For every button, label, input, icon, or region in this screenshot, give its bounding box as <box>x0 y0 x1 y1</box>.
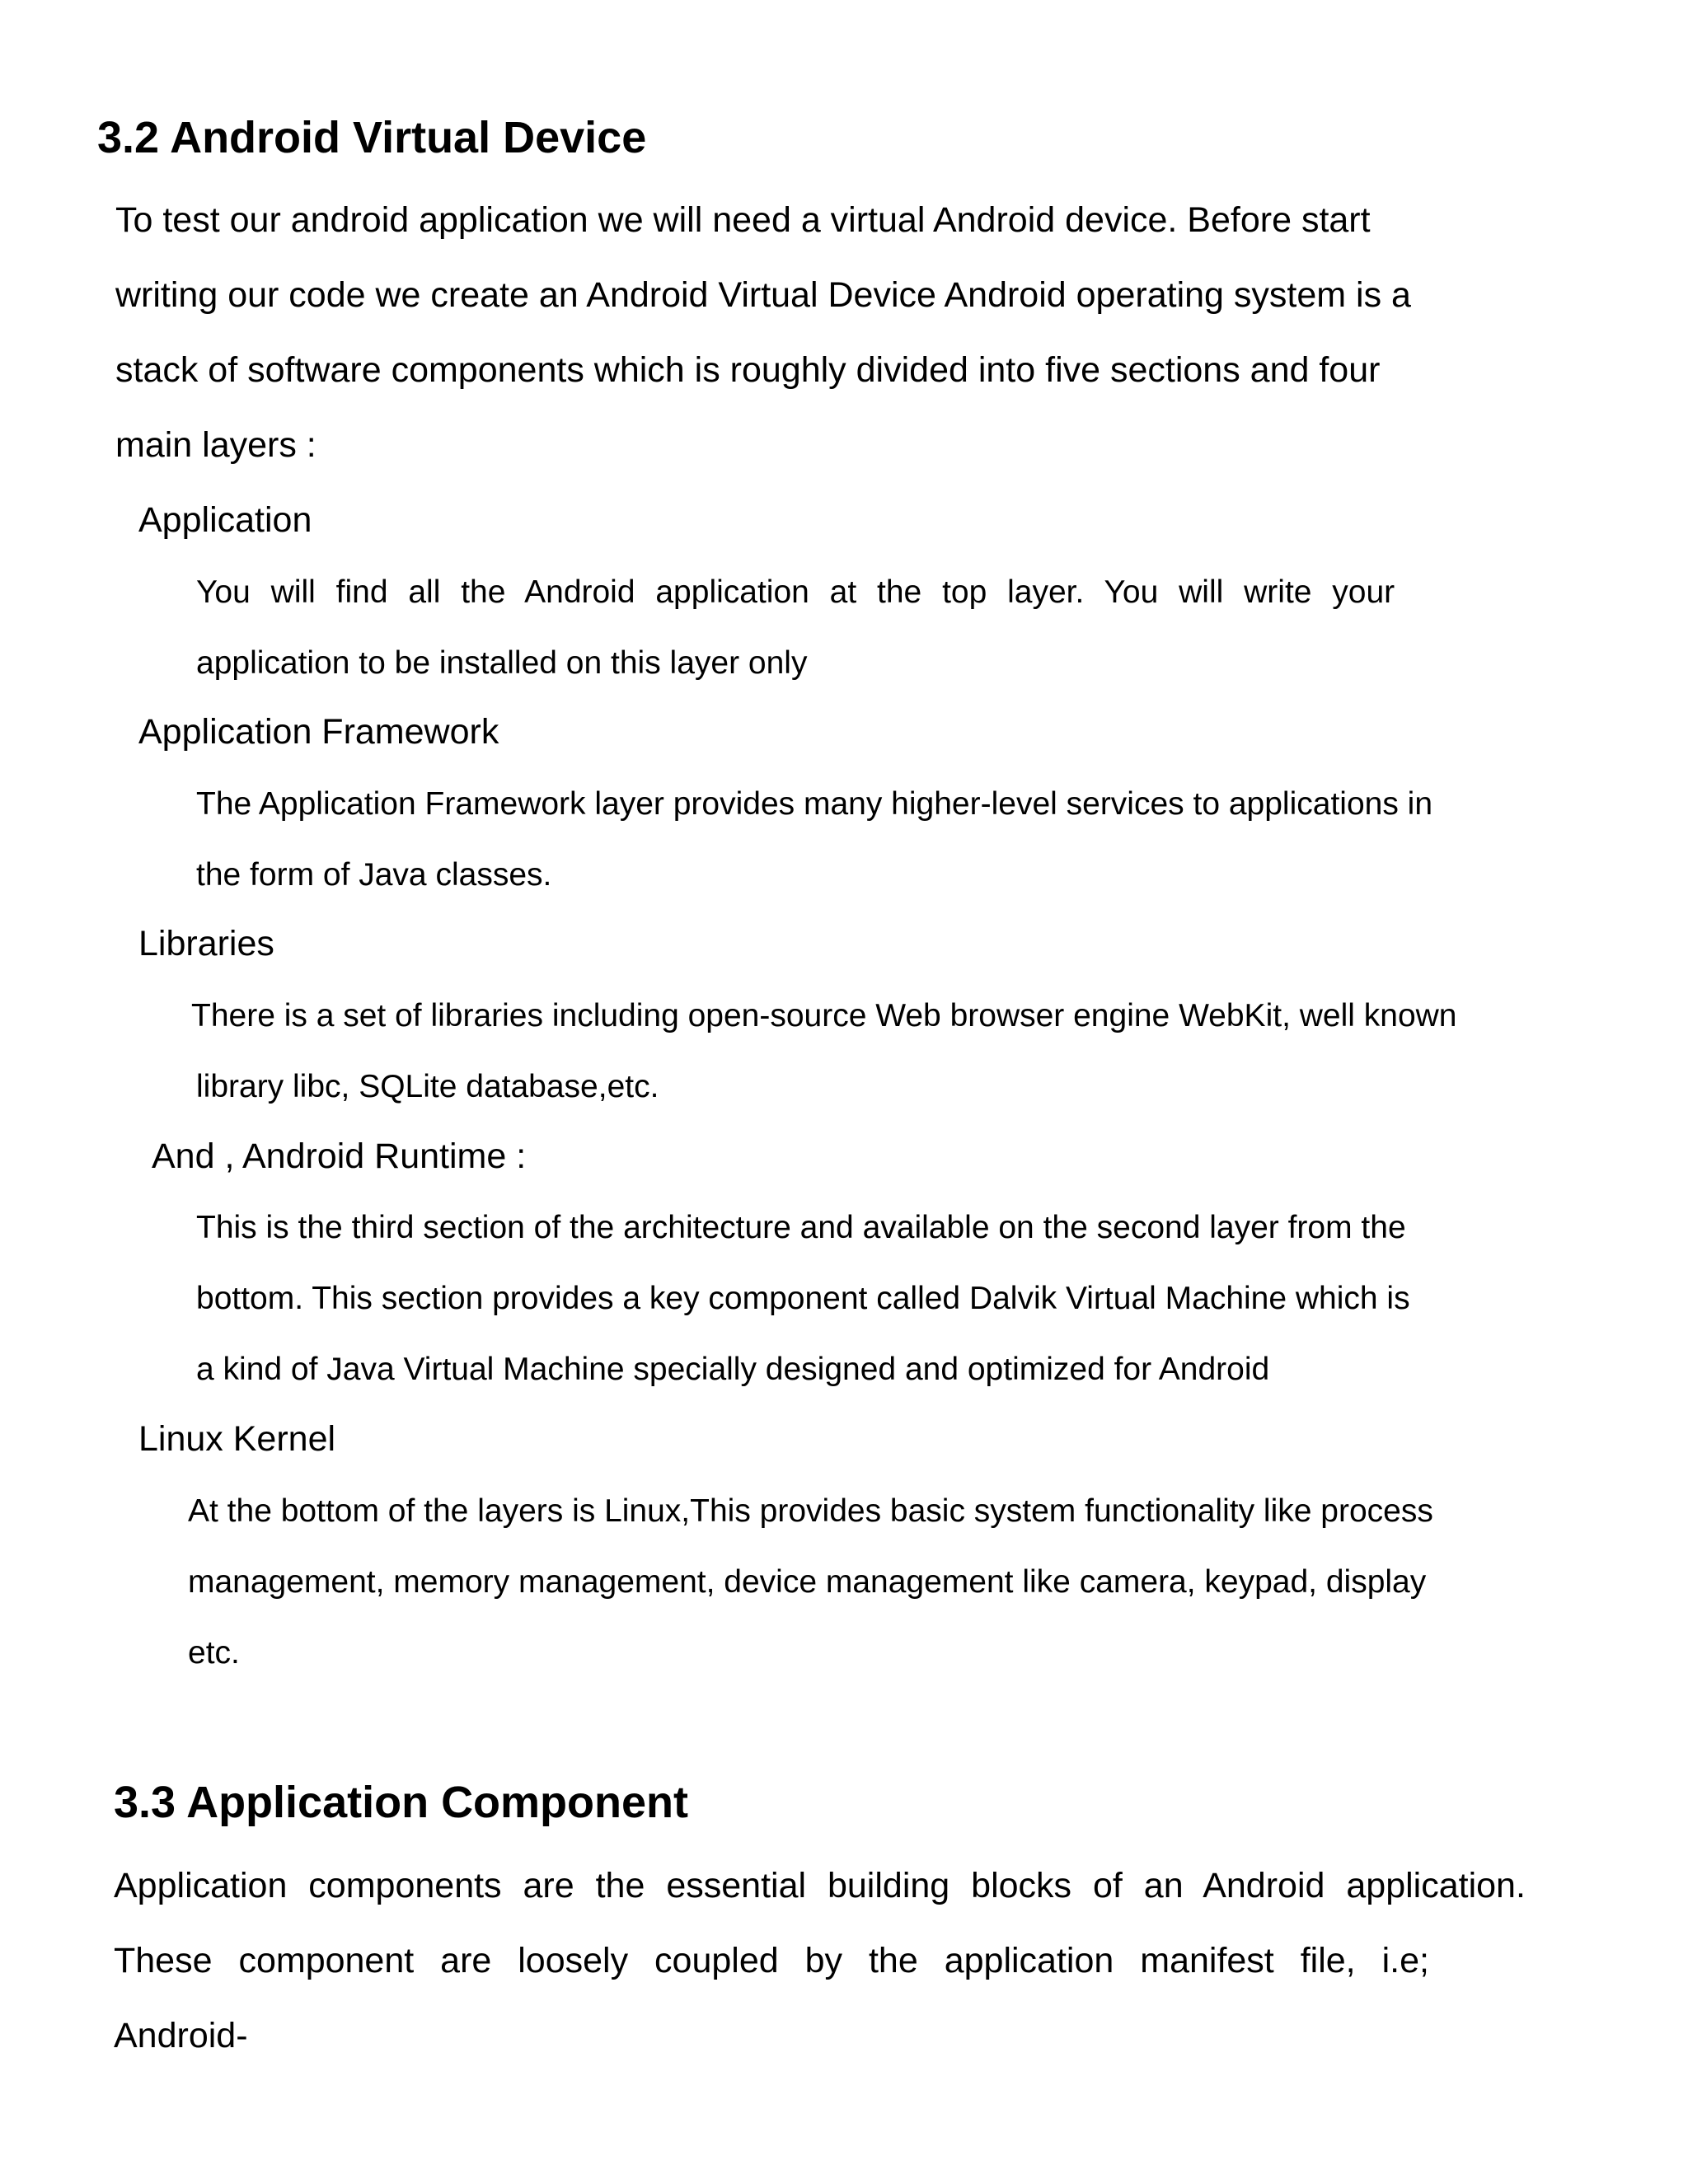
layer-desc-line: management, memory management, device management like camera, keypad, display <box>188 1564 1427 1600</box>
section-heading-3-2: 3.2 Android Virtual Device <box>97 113 647 162</box>
layer-desc-line: bottom. This section provides a key component called Dalvik Virtual Machine which is <box>196 1281 1410 1316</box>
layer-desc-application-framework <box>196 769 1432 911</box>
layer-desc-line: application to be installed on this layer only <box>196 645 808 681</box>
intro-line: stack of software components which is roughly divided into five sections and four <box>115 350 1381 390</box>
layer-desc-line: This is the third section of the architecture and available on the second layer from the <box>196 1210 1406 1245</box>
layer-desc-application <box>196 557 1441 699</box>
layer-title-application: Application <box>138 500 312 540</box>
paragraph-line <box>114 1849 1558 1924</box>
paragraph-line: Android- <box>114 2016 248 2055</box>
layer-desc-line: a kind of Java Virtual Machine specially designed and optimized for Android <box>196 1352 1270 1387</box>
layer-desc-line: the form of Java classes. <box>196 857 552 893</box>
layer-desc-line: library libc, SQLite database,etc. <box>196 1069 659 1104</box>
layer-desc-line: There is a set of libraries including open-source Web browser engine WebKit, well known <box>191 998 1457 1033</box>
application-component-paragraph <box>114 1849 1558 2074</box>
layer-desc-line <box>196 557 1441 628</box>
intro-line: main layers : <box>115 425 316 465</box>
desc-text: You will find all the Android application at the top layer. You will write your <box>196 574 1395 610</box>
layer-desc-linux-kernel <box>188 1476 1433 1689</box>
layer-title-libraries: Libraries <box>138 924 274 963</box>
layer-title-application-framework: Application Framework <box>138 712 499 752</box>
layer-desc-line: At the bottom of the layers is Linux,This provides basic system functionality like process <box>188 1493 1433 1529</box>
intro-paragraph <box>115 183 1566 483</box>
intro-line: To test our android application we will need a virtual Android device. Before start <box>115 200 1371 240</box>
intro-line: writing our code we create an Android Virtual Device Android operating system is a <box>115 275 1411 315</box>
section-heading-3-3: 3.3 Application Component <box>114 1778 689 1827</box>
layer-title-android-runtime: And , Android Runtime : <box>152 1137 527 1176</box>
layer-desc-line: etc. <box>188 1635 240 1671</box>
paragraph-text: Application components are the essential building blocks of an Android application. <box>114 1866 1526 1905</box>
layer-desc-android-runtime <box>196 1193 1410 1405</box>
layer-desc-line: The Application Framework layer provides many higher-level services to applications in <box>196 786 1433 822</box>
paragraph-line: These component are loosely coupled by the application manifest file, i.e; <box>114 1941 1429 1980</box>
layer-desc-libraries <box>191 981 1457 1122</box>
layer-title-linux-kernel: Linux Kernel <box>138 1419 336 1459</box>
